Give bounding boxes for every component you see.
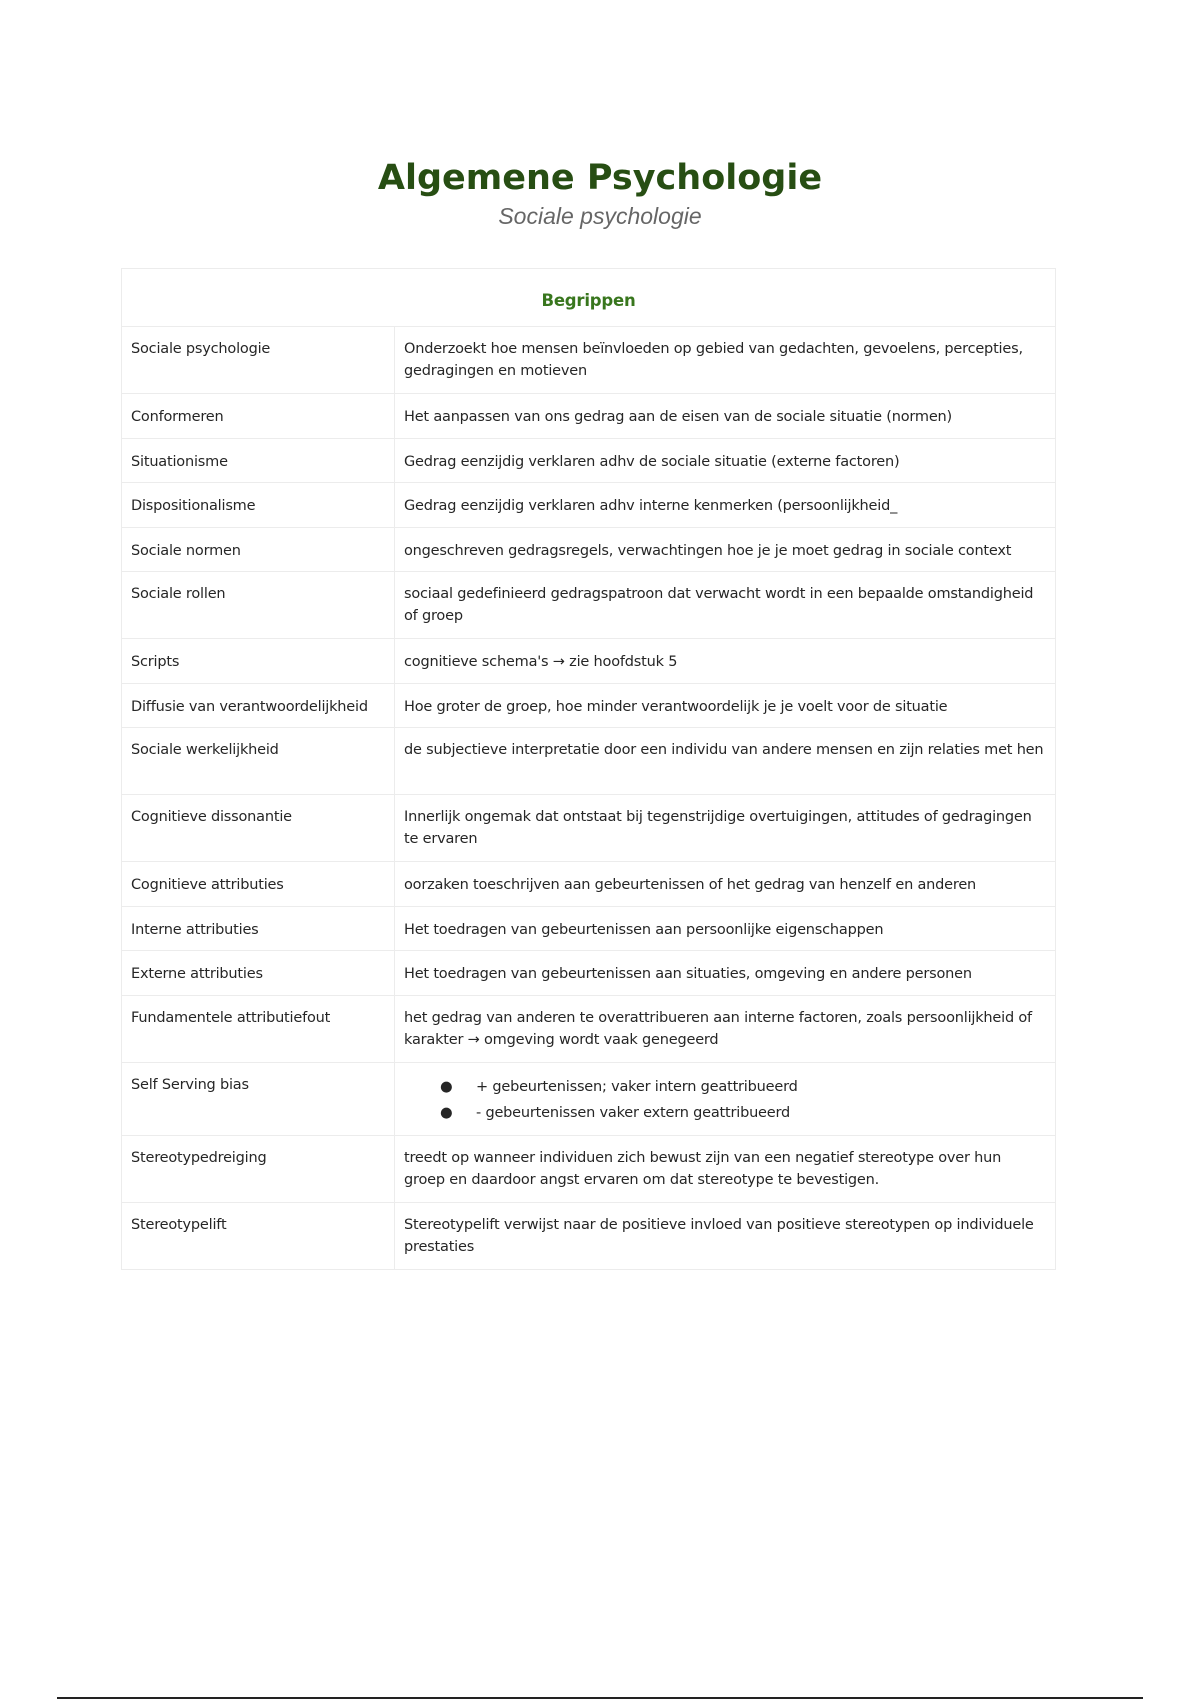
table-row (122, 327, 1056, 394)
definition-cell: Innerlijk ongemak dat ontstaat bij tegenstrijdige overtuigingen, attitudes of gedragingen te ervaren (395, 795, 1056, 862)
term-cell: Cognitieve attributies (122, 862, 395, 907)
table-row (122, 995, 1056, 1062)
table-row (122, 951, 1056, 996)
term-cell: Cognitieve dissonantie (122, 795, 395, 862)
term-cell: Fundamentele attributiefout (122, 995, 395, 1062)
table-row (122, 906, 1056, 951)
table-row (122, 572, 1056, 639)
definition-cell: Onderzoekt hoe mensen beïnvloeden op gebied van gedachten, gevoelens, percepties, gedragingen en motieven (395, 327, 1056, 394)
definition-cell: ongeschreven gedragsregels, verwachtingen hoe je je moet gedrag in sociale context (395, 527, 1056, 572)
term-cell: Dispositionalisme (122, 483, 395, 528)
table-row (122, 527, 1056, 572)
definition-cell: Gedrag eenzijdig verklaren adhv interne kenmerken (persoonlijkheid_ (395, 483, 1056, 528)
glossary-table (121, 268, 1056, 1270)
table-row (122, 795, 1056, 862)
table-header-row (122, 269, 1056, 327)
term-cell: Conformeren (122, 394, 395, 439)
table-row (122, 483, 1056, 528)
definition-cell: de subjectieve interpretatie door een individu van andere mensen en zijn relaties met hen (395, 728, 1056, 795)
term-cell: Sociale werkelijkheid (122, 728, 395, 795)
definition-cell: Gedrag eenzijdig verklaren adhv de sociale situatie (externe factoren) (395, 438, 1056, 483)
bullet-text: + gebeurtenissen; vaker intern geattribueerd (476, 1078, 798, 1095)
bullet-icon: ● (440, 1078, 453, 1095)
definition-cell: oorzaken toeschrijven aan gebeurtenissen of het gedrag van henzelf en anderen (395, 862, 1056, 907)
bullet-list (404, 1074, 1046, 1126)
table-row (122, 683, 1056, 728)
definition-cell: cognitieve schema's → zie hoofdstuk 5 (395, 639, 1056, 684)
definition-cell: Het toedragen van gebeurtenissen aan persoonlijke eigenschappen (395, 906, 1056, 951)
document-title: Algemene Psychologie (377, 158, 823, 198)
definition-cell: sociaal gedefinieerd gedragspatroon dat verwacht wordt in een bepaalde omstandigheid of groep (395, 572, 1056, 639)
term-cell: Externe attributies (122, 951, 395, 996)
list-item (440, 1100, 1046, 1126)
table-row (122, 394, 1056, 439)
table-row (122, 1062, 1056, 1135)
table-row (122, 438, 1056, 483)
table-row (122, 1135, 1056, 1202)
term-cell: Interne attributies (122, 906, 395, 951)
table-row (122, 639, 1056, 684)
definition-cell: het gedrag van anderen te overattribueren aan interne factoren, zoals persoonlijkheid of karakter → omgeving wordt vaak genegeerd (395, 995, 1056, 1062)
term-cell: Sociale psychologie (122, 327, 395, 394)
table-row (122, 862, 1056, 907)
term-cell: Self Serving bias (122, 1062, 395, 1135)
table-heading: Begrippen (122, 269, 1056, 327)
term-cell: Sociale rollen (122, 572, 395, 639)
definition-cell: Hoe groter de groep, hoe minder verantwoordelijk je je voelt voor de situatie (395, 683, 1056, 728)
footer-divider (57, 1697, 1143, 1699)
definition-cell: Het toedragen van gebeurtenissen aan situaties, omgeving en andere personen (395, 951, 1056, 996)
document-subtitle: Sociale psychologie (498, 203, 702, 229)
table-row (122, 1202, 1056, 1269)
term-cell: Stereotypelift (122, 1202, 395, 1269)
term-cell: Diffusie van verantwoordelijkheid (122, 683, 395, 728)
bullet-text: - gebeurtenissen vaker extern geattribueerd (476, 1104, 791, 1121)
definition-cell: Het aanpassen van ons gedrag aan de eisen van de sociale situatie (normen) (395, 394, 1056, 439)
table-row (122, 728, 1056, 795)
term-cell: Scripts (122, 639, 395, 684)
list-item (440, 1074, 1046, 1100)
bullet-icon: ● (440, 1104, 453, 1121)
definition-cell: Stereotypelift verwijst naar de positieve invloed van positieve stereotypen op individuele prestaties (395, 1202, 1056, 1269)
definition-cell: treedt op wanneer individuen zich bewust zijn van een negatief stereotype over hun groep en daardoor angst ervaren om dat stereotype te bevestigen. (395, 1135, 1056, 1202)
term-cell: Sociale normen (122, 527, 395, 572)
term-cell: Situationisme (122, 438, 395, 483)
definition-cell (395, 1062, 1056, 1135)
term-cell: Stereotypedreiging (122, 1135, 395, 1202)
